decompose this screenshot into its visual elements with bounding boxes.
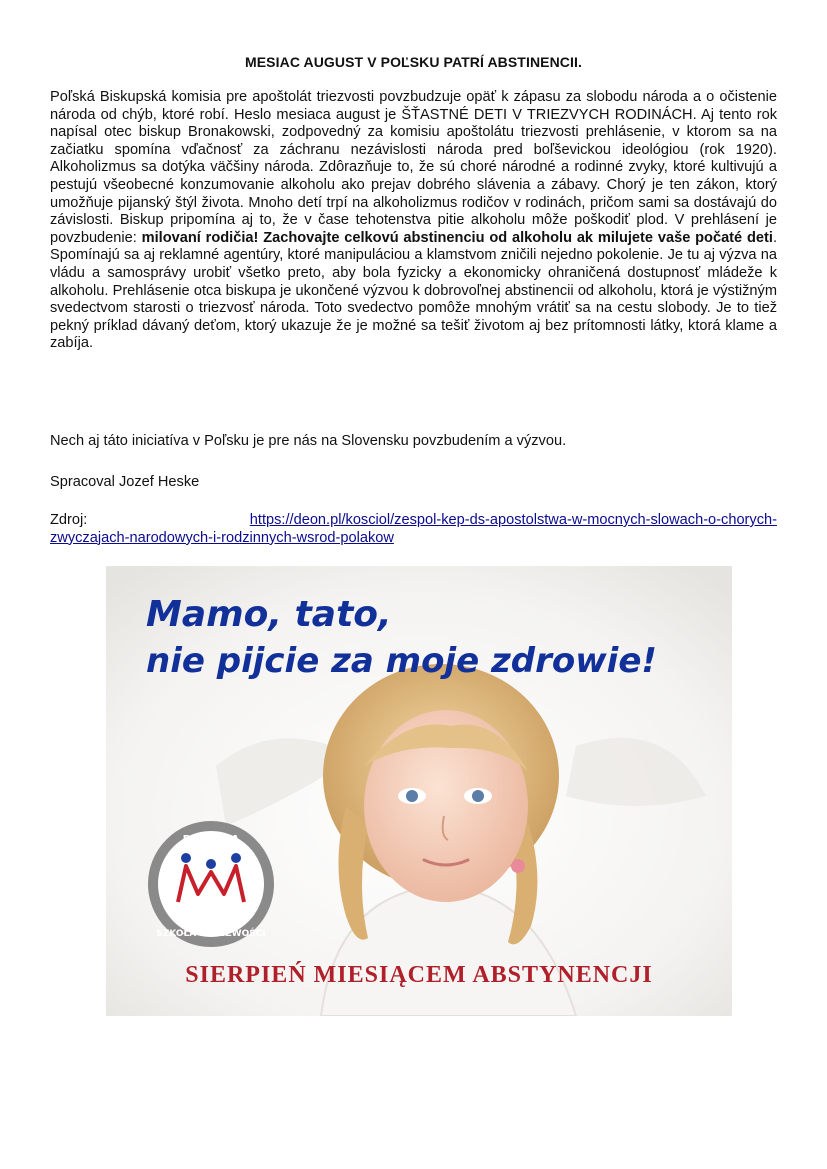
poster-headline-line2: nie pijcie za moje zdrowie! — [146, 641, 657, 681]
campaign-poster — [106, 566, 732, 1016]
poster-footer-text: SIERPIEŃ MIESIĄCEM ABSTYNENCJI — [185, 962, 653, 988]
right-iris — [472, 790, 484, 802]
logo-bottom-text: SZKOŁA TRZEŹWOŚCI — [156, 929, 266, 939]
source-block — [50, 512, 777, 547]
source-link-line2[interactable]: zwyczajach-narodowych-i-rodzinnych-wsrod-polakow — [50, 529, 394, 546]
source-label: Zdroj: — [50, 512, 88, 528]
paragraph-bold-appeal: milovaní rodičia! Zachovajte celkovú abstinenciu od alkoholu ak milujete vaše počaté deti — [141, 229, 773, 246]
closing-paragraph: Nech aj táto iniciatíva v Poľsku je pre nás na Slovensku povzbudením a výzvou. — [50, 433, 567, 449]
document-title: MESIAC AUGUST V POĽSKU PATRÍ ABSTINENCII. — [244, 54, 582, 70]
logo-dot — [206, 859, 216, 869]
paragraph-text-end: . Spomínajú sa aj reklamné agentúry, ktoré manipuláciou a klamstvom zničili nejedno pokolenie. Je tu aj výzva na vládu a samosprávy urobiť všetko preto, aby bola fyzicky a ekonomicky ohraničená dostupnosť mládeže k alkoholu. Prehlásenie otca biskupa je ukončené výzvou k dobrovoľnej abstinencii od alkoholu, ktorá je výstižným svedectvom starosti o triezvosť národa. Toto svedectvo pomôže mnohým vrátiť sa na cestu slobody. Je to tiež pekný príklad dávaný deťom, ktorý ukazuje že je možné sa tešiť životom aj bez prítomnosti látky, ktorá klame a zabíja. — [50, 229, 777, 352]
author-line: Spracoval Jozef Heske — [50, 474, 200, 490]
main-paragraph — [50, 89, 777, 353]
logo-dot — [181, 853, 191, 863]
rodzina-logo — [153, 826, 269, 942]
logo-dot — [231, 853, 241, 863]
poster-artwork — [106, 566, 732, 1016]
left-iris — [406, 790, 418, 802]
poster-headline-line1: Mamo, tato, — [146, 594, 392, 635]
source-link-line1[interactable]: https://deon.pl/kosciol/zespol-kep-ds-apostolstwa-w-mocnych-slowach-o-chorych- — [249, 512, 777, 528]
logo-top-text: RODZINA — [182, 833, 240, 846]
paragraph-text-start: Poľská Biskupská komisia pre apoštolát triezvosti povzbudzuje opäť k zápasu za slobodu národa a o očistenie národa od chýb, ktoré robí. Heslo mesiaca august je ŠŤASTNÉ DETI V TRIEZVYCH RODINÁCH. Aj tento rok napísal otec biskup Bronakowski, zodpovedný za komisiu apoštolátu triezvosti prehlásenie, v ktorom sa na začiatku spomína vďačnosť za záchranu nezávislosti národa pred boľševickou ideológiou (rok 1920). Alkoholizmus sa dotýka väčšiny národa. Zdôrazňuje to, že sú choré národné a rodinné zvyky, ktoré kultivujú a pestujú všeobecné konzumovanie alkoholu ako prejav dobrého slávenia a zábavy. Chorý je ten zákon, ktorý umožňuje pijanský štýl života. Mnoho detí trpí na alkoholizmus rodičov v rodinách, pričom sami sa dostávajú do závislosti. Biskup pripomína aj to, že v čase tehotenstva pitie alkoholu môže poškodiť plod. V prehlásení je povzbudenie: — [50, 89, 777, 246]
